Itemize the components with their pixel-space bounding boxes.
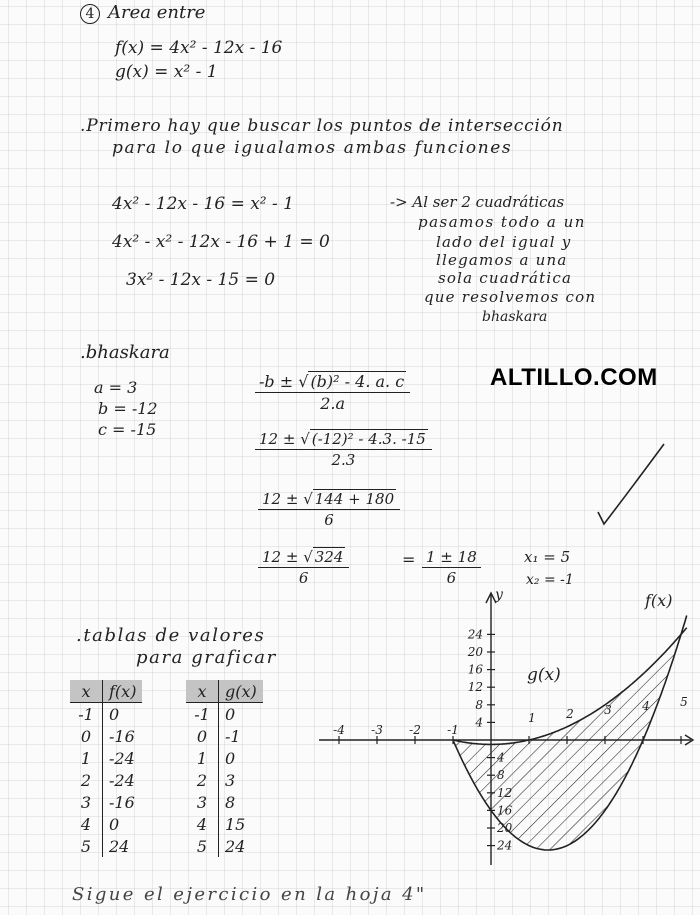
table-row [70,769,142,791]
y-tick-label: 24 [467,627,483,642]
step3-radicand: 144 + 180 [314,490,395,508]
x-tick-label: 2 [566,707,574,721]
table-row [70,725,142,747]
step1-radicand: (b)² - 4. a. c [310,372,405,391]
cell-gx: 0 [225,704,236,724]
table-row [70,791,142,813]
y-axis-label: y [495,587,503,603]
cell-fx: 0 [109,814,120,834]
table-row [186,835,263,857]
step1-denominator: 2.a [320,394,345,413]
note-line-5: sola cuadrática [438,269,573,287]
root-x2: x₂ = -1 [526,572,574,588]
x-tick-label: 5 [680,695,688,709]
cell-x: 5 [186,835,219,857]
step4-radicand: 324 [314,548,344,566]
check-mark-icon [590,440,670,535]
tables-title-1: .tablas de valores [76,625,266,646]
step2-denominator: 2.3 [331,451,356,469]
table-row [70,813,142,835]
cell-x: 1 [70,747,103,769]
cell-fx: -24 [109,748,135,768]
cell-x: -1 [186,703,219,726]
y-tick-label: 8 [475,697,483,712]
coef-a: a = 3 [94,378,138,397]
y-tick-label: 4 [497,750,505,765]
table-row [70,835,142,857]
step4-prefix: 12 ± [262,548,304,566]
cell-x: 4 [186,813,219,835]
cell-x: -1 [70,703,103,726]
bhaskara-step-3: $\frac{12 \pm √ 144 + 180}{6}$ [258,490,400,529]
exercise-heading [80,2,205,24]
note-line-1: -> Al ser 2 cuadráticas [390,193,565,211]
x-tick-label: -1 [447,723,459,737]
footer-note: Sigue el ejercicio en la hoja 4" [72,884,427,905]
note-line-7: bhaskara [482,309,548,325]
step3-denominator: 6 [324,511,334,529]
y-tick-label: 16 [467,662,483,677]
equation-2: 4x² - x² - 12x - 16 + 1 = 0 [112,232,330,252]
tables-title-2: para graficar [136,647,277,668]
table-row [186,769,263,791]
equation-3: 3x² - 12x - 15 = 0 [126,270,276,290]
table-row [186,813,263,835]
g-definition: g(x) = x² - 1 [115,62,218,82]
cell-x: 0 [70,725,103,747]
intro-line-1: .Primero hay que buscar los puntos de intersección [80,116,564,136]
f-header-x: x [70,680,103,703]
table-row [186,747,263,769]
bhaskara-step-1: $\frac{\text{-b ± √ (b)² - 4. a. c}}{2.a}$ [255,372,410,413]
coef-b: b = -12 [98,399,158,418]
cell-fx: -24 [109,770,135,790]
g-header-x: x [186,680,219,703]
table-row [70,747,142,769]
cell-x: 1 [186,747,219,769]
cell-gx: 8 [225,792,236,812]
step5-numerator: 1 ± 18 [422,548,481,568]
step4-denominator: 6 [298,569,309,587]
exercise-title: Area entre [108,2,206,23]
step5-equals: = [402,550,416,569]
cell-fx: 0 [109,704,120,724]
watermark: ALTILLO.COM [490,364,658,391]
cell-x: 4 [70,813,103,835]
g-table-header [186,680,263,703]
cell-x: 3 [186,791,219,813]
f-values-table [70,680,142,857]
x-tick-label: 3 [604,703,612,717]
cell-gx: 0 [225,748,236,768]
bhaskara-step-5 [422,548,481,587]
table-row [186,725,263,747]
f-table-header [70,680,142,703]
x-tick-label: 4 [642,699,650,713]
table-row [70,703,142,726]
step1-prefix: -b ± [259,372,299,391]
note-line-2: pasamos todo a un [418,213,586,231]
cell-gx: 15 [225,814,246,834]
cell-gx: 3 [225,770,236,790]
table-row [186,703,263,726]
y-tick-label: 4 [475,715,483,730]
x-tick-label: -3 [371,723,383,737]
x-tick-label: -4 [333,723,345,737]
f-definition: f(x) = 4x² - 12x - 16 [115,38,283,58]
bhaskara-title: .bhaskara [80,342,170,363]
step3-prefix: 12 ± [262,490,304,508]
step2-prefix: 12 ± [259,430,301,448]
bhaskara-step-2: $\frac{\text{12 ± √ (-12)² - 4.3. -15}}{2.3}$ [255,430,432,469]
bhaskara-step-4: $\frac{12 \pm √ 324}{6}$ [258,548,349,587]
cell-gx: -1 [225,726,241,746]
cell-fx: -16 [109,726,135,746]
y-tick-label: 20 [467,645,483,659]
cell-gx: 24 [225,836,246,856]
y-tick-label: 24 [497,838,513,853]
g-values-table [186,680,263,857]
root-x1: x₁ = 5 [524,548,571,566]
table-row [186,791,263,813]
intro-line-2: para lo que igualamos ambas funciones [112,138,513,158]
y-tick-label: 8 [497,768,505,783]
coef-c: c = -15 [98,420,157,439]
cell-x: 3 [70,791,103,813]
cell-x: 0 [186,725,219,747]
function-graph [305,585,697,875]
cell-x: 2 [186,769,219,791]
y-tick-label: 20 [497,821,513,835]
step2-radicand: (-12)² - 4.3. -15 [311,430,426,448]
exercise-number: 4 [80,4,100,24]
x-tick-label: -2 [409,723,421,737]
note-line-3: lado del igual y [436,233,572,251]
cell-x: 2 [70,769,103,791]
note-line-6: que resolvemos con [424,288,597,306]
cell-x: 5 [70,835,103,857]
cell-fx: 24 [109,836,130,856]
x-tick-label: 1 [528,711,536,725]
g-header-gx: g(x) [219,680,263,703]
equation-1: 4x² - 12x - 16 = x² - 1 [112,194,294,214]
y-tick-label: 16 [497,803,513,818]
f-header-fx: f(x) [103,680,143,703]
y-tick-label: 12 [497,785,513,800]
f-curve-label: f(x) [645,591,673,610]
g-curve-label: g(x) [527,665,561,685]
note-line-4: llegamos a una [436,251,568,269]
step5-denominator: 6 [446,569,457,587]
cell-fx: -16 [109,792,135,812]
y-tick-label: 12 [467,680,483,695]
